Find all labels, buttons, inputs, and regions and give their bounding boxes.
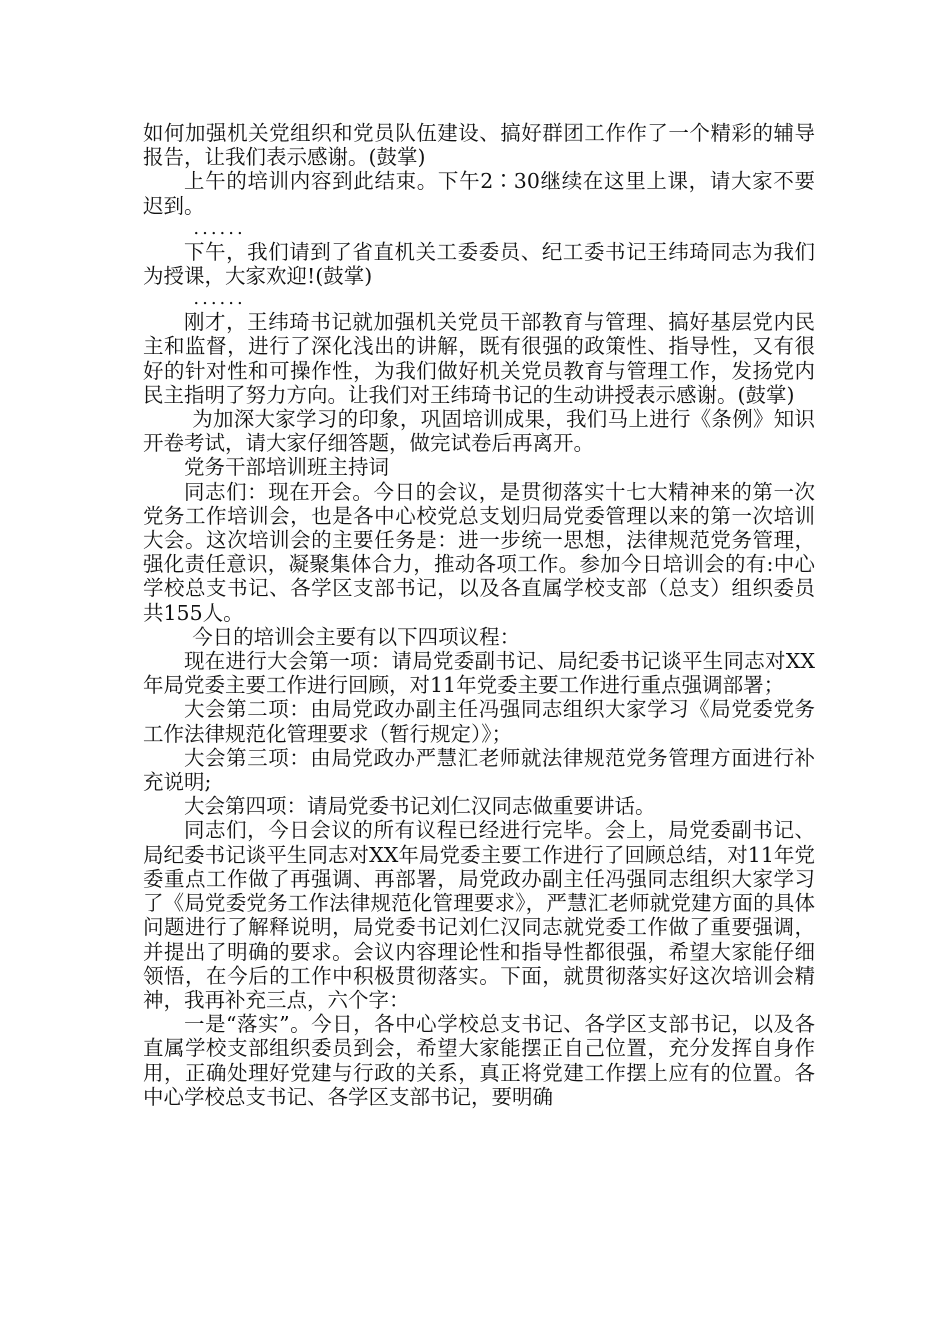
paragraph-meeting-summary: 同志们，今日会议的所有议程已经进行完毕。会上，局党委副书记、局纪委书记谈平生同志对XX年局党委主要工作进行了回顾总结，对11年党委重点工作做了再强调、再部署，局党政办副主任冯强同志组织大家学习了《局党委党务工作法律规范化管理要求》，严慧汇老师就党建方面的具体问题进行了解释说明，局党委书记刘仁汉同志就党委工作做了重要强调，并提出了明确的要求。会议内容理论性和指导性都很强，希望大家能仔细领悟，在今后的工作中积极贯彻落实。下面，就贯彻落实好这次培训会精神，我再补充三点，六个字：: [143, 818, 815, 1012]
paragraph-exam-notice: 为加深大家学习的印象，巩固培训成果，我们马上进行《条例》知识开卷考试，请大家仔细答题，做完试卷后再离开。: [143, 407, 815, 456]
ellipsis-separator: ......: [193, 288, 246, 310]
section-heading: 党务干部培训班主持词: [184, 455, 389, 480]
paragraph-agenda-intro: 今日的培训会主要有以下四项议程：: [192, 624, 521, 649]
paragraph-lecture-summary: 刚才，王纬琦书记就加强机关党员干部教育与管理、搞好基层党内民主和监督，进行了深化浅出的讲解，既有很强的政策性、指导性，又有很好的针对性和可操作性，为我们做好机关党员教育与管理工作，发扬党内民主指明了努力方向。让我们对王纬琦书记的生动讲授表示感谢。(鼓掌): [143, 310, 815, 407]
ellipsis-separator: ......: [193, 217, 246, 239]
paragraph-thanks-continuation: 如何加强机关党组织和党员队伍建设、搞好群团工作作了一个精彩的辅导报告，让我们表示感谢。(鼓掌): [143, 121, 815, 170]
agenda-item-3: 大会第三项：由局党政办严慧汇老师就法律规范党务管理方面进行补充说明;: [143, 745, 815, 795]
document-page: [143, 121, 815, 1109]
paragraph-afternoon-speaker: 下午，我们请到了省直机关工委委员、纪工委书记王纬琦同志为我们为授课，大家欢迎!(鼓掌): [143, 239, 815, 289]
paragraph-morning-end: 上午的培训内容到此结束。下午2∶30继续在这里上课，请大家不要迟到。: [143, 169, 815, 218]
agenda-item-2: 大会第二项：由局党政办副主任冯强同志组织大家学习《局党委党务工作法律规范化管理要求（暂行规定）》；: [143, 697, 815, 746]
agenda-item-1: 现在进行大会第一项：请局党委副书记、局纪委书记谈平生同志对XX年局党委主要工作进行回顾，对11年党委主要工作进行重点强调部署；: [143, 649, 815, 698]
paragraph-point-one: 一是“落实”。今日，各中心学校总支书记、各学区支部书记，以及各直属学校支部组织委员到会，希望大家能摆正自己位置，充分发挥自身作用，正确处理好党建与行政的关系，真正将党建工作摆上应有的位置。各中心学校总支书记、各学区支部书记，要明确: [143, 1012, 815, 1109]
paragraph-meeting-opening: 同志们：现在开会。今日的会议，是贯彻落实十七大精神来的第一次党务工作培训会，也是各中心校党总支划归局党委管理以来的第一次培训大会。这次培训会的主要任务是：进一步统一思想，法律规范党务管理，强化责任意识，凝聚集体合力，推动各项工作。参加今日培训会的有:中心学校总支书记、各学区支部书记，以及各直属学校支部（总支）组织委员共155人。: [143, 479, 815, 625]
agenda-item-4: 大会第四项：请局党委书记刘仁汉同志做重要讲话。: [184, 794, 656, 819]
